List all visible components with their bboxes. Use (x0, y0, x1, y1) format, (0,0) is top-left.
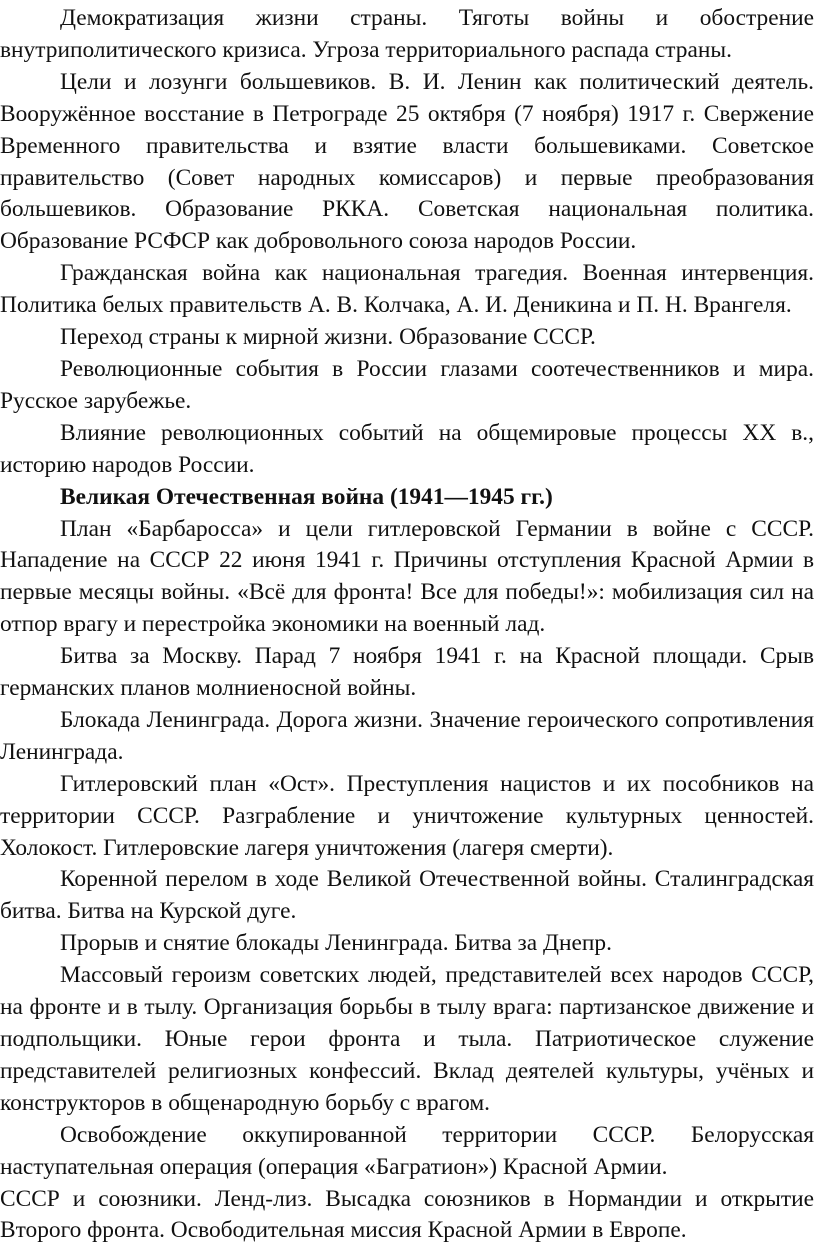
paragraph-revolution-influence: Влияние революционных событий на общемировые процессы XX в., историю народов России. (0, 419, 814, 478)
paragraph-ussr-formation: Переход страны к мирной жизни. Образование СССР. (60, 324, 596, 351)
paragraph-plan-ost: Гитлеровский план «Ост». Преступления нацистов и их пособников на территории СССР. Разграбление и уничтожение культурных ценностей. Холокост. Гитлеровские лагеря уничтожения (лагеря смерти). (0, 770, 814, 861)
section-heading-great-patriotic-war: Великая Отечественная война (1941—1945 гг.) (60, 483, 553, 510)
paragraph-leningrad-blockade: Блокада Ленинграда. Дорога жизни. Значение героического сопротивления Ленинграда. (0, 706, 814, 765)
paragraph-barbarossa: План «Барбаросса» и цели гитлеровской Германии в войне с СССР. Нападение на СССР 22 июня 1941 г. Причины отступления Красной Армии в первые месяцы войны. «Всё для фронта! Все для победы!»: мобилизация сил на отпор врагу и перестройка экономики на военный лад. (0, 515, 814, 638)
paragraph-revolution-perception: Революционные события в России глазами соотечественников и мира. Русское зарубежье. (0, 355, 814, 414)
paragraph-democratization: Демократизация жизни страны. Тяготы войны и обострение внутриполитического кризиса. Угроза территориального распада страны. (0, 5, 814, 63)
paragraph-liberation: Освобождение оккупированной территории СССР. Белорусская наступательная операция (операция «Багратион») Красной Армии. (0, 1121, 814, 1180)
paragraph-allies: СССР и союзники. Ленд-лиз. Высадка союзников в Нормандии и открытие Второго фронта. Освободительная миссия Красной Армии в Европе. (0, 1185, 814, 1244)
paragraph-blockade-lifting: Прорыв и снятие блокады Ленинграда. Битва за Днепр. (60, 930, 612, 957)
paragraph-turning-point: Коренной перелом в ходе Великой Отечественной войны. Сталинградская битва. Битва на Курской дуге. (0, 866, 814, 925)
paragraph-battle-of-moscow: Битва за Москву. Парад 7 ноября 1941 г. на Красной площади. Срыв германских планов молниеносной войны. (0, 643, 814, 702)
paragraph-bolsheviks: Цели и лозунги большевиков. В. И. Ленин как политический деятель. Вооружённое восстание в Петрограде 25 октября (7 ноября) 1917 г. Свержение Временного правительства и взятие власти большевиками. Советское правительство (Совет народных комиссаров) и первые преобразования большевиков. Образование РККА. Советская национальная политика. Образование РСФСР как добровольного союза народов России. (0, 68, 814, 255)
paragraph-mass-heroism: Массовый героизм советских людей, представителей всех народов СССР, на фронте и в тылу. Организация борьбы в тылу врага: партизанское движение и подпольщики. Юные герои фронта и тыла. Патриотическое служение представителей религиозных конфессий. Вклад деятелей культуры, учёных и конструкторов в общенародную борьбу с врагом. (0, 962, 814, 1116)
paragraph-civil-war: Гражданская война как национальная трагедия. Военная интервенция. Политика белых правительств А. В. Колчака, А. И. Деникина и П. Н. Врангеля. (0, 260, 814, 319)
